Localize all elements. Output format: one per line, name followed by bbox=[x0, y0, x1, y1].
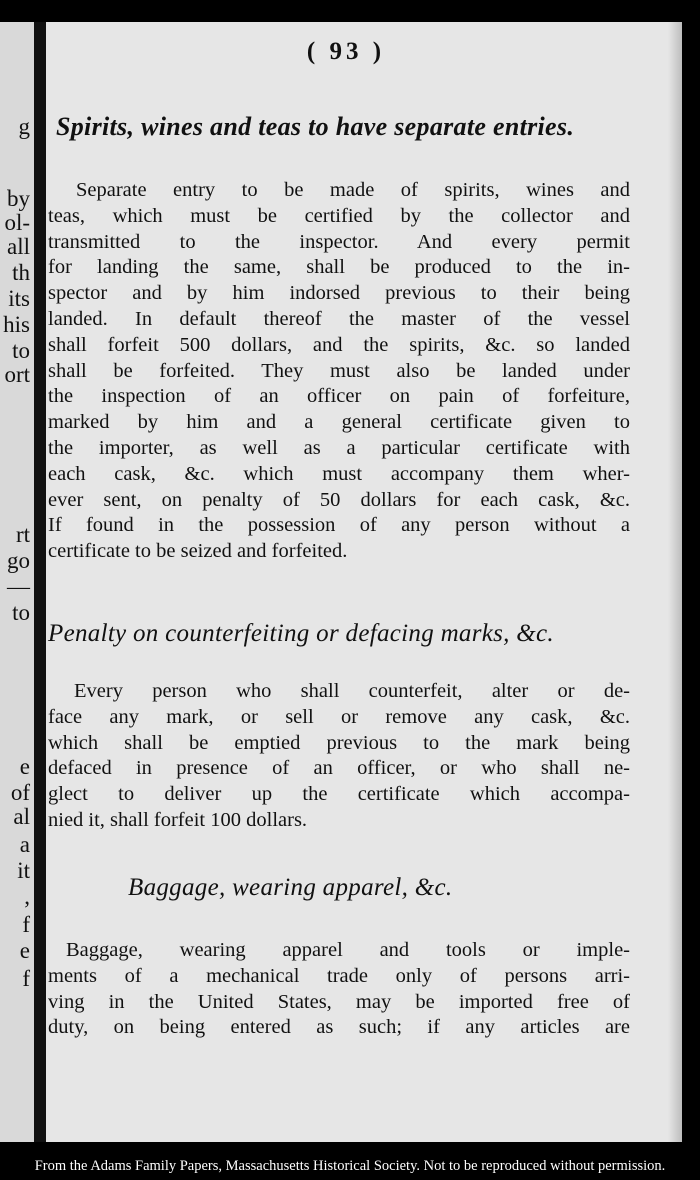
text-line-last: certificate to be seized and forfeited. bbox=[48, 540, 348, 563]
left-fragment: his bbox=[3, 312, 30, 337]
text-line: shall forfeit 500 dollars, and the spirits, &c. so landed bbox=[48, 333, 630, 356]
archive-credit-caption: From the Adams Family Papers, Massachusetts Historical Society. Not to be reproduced without permission. bbox=[34, 1158, 666, 1174]
left-fragment: , bbox=[24, 884, 30, 909]
left-fragment: its bbox=[8, 286, 30, 311]
left-fragment: to bbox=[12, 600, 30, 625]
text-line: ving in the United States, may be imported free of bbox=[48, 990, 630, 1013]
left-fragment: al bbox=[13, 804, 30, 829]
left-fragment: to bbox=[12, 338, 30, 363]
left-fragment: rt bbox=[15, 522, 30, 547]
left-fragment: by bbox=[7, 186, 30, 211]
left-fragment: — bbox=[7, 574, 30, 599]
text-line: glect to deliver up the certificate which accompa- bbox=[48, 783, 630, 806]
text-line: face any mark, or sell or remove any cask, &c. bbox=[48, 705, 630, 728]
left-fragment: it bbox=[17, 858, 30, 883]
text-line-last: nied it, shall forfeit 100 dollars. bbox=[48, 808, 308, 831]
page-number: ( 93 ) bbox=[306, 38, 386, 65]
text-line: duty, on being entered as such; if any articles are bbox=[48, 1016, 630, 1039]
text-line: marked by him and a general certificate given to bbox=[48, 411, 630, 434]
text-line: ever sent, on penalty of 50 dollars for each cask, &c. bbox=[48, 488, 630, 511]
text-line: teas, which must be certified by the collector and bbox=[48, 204, 630, 227]
left-fragment: ort bbox=[4, 362, 30, 387]
text-line: each cask, &c. which must accompany them wher- bbox=[48, 462, 630, 485]
text-line: which shall be emptied previous to the mark being bbox=[48, 731, 630, 754]
text-line: transmitted to the inspector. And every permit bbox=[48, 230, 630, 253]
left-fragment: a bbox=[19, 832, 30, 857]
text-line: If found in the possession of any person without a bbox=[48, 514, 630, 537]
left-fragment: g bbox=[18, 114, 30, 139]
left-fragment: e bbox=[19, 754, 30, 779]
text-line: the inspection of an officer on pain of forfeiture, bbox=[48, 385, 630, 408]
adjacent-page-fragment bbox=[0, 22, 34, 1142]
left-fragment: f bbox=[22, 966, 30, 991]
text-line: defaced in presence of an officer, or who shall ne- bbox=[48, 757, 630, 780]
left-fragment: f bbox=[22, 912, 30, 937]
section-heading-penalty: Penalty on counterfeiting or defacing marks, &c. bbox=[48, 620, 554, 647]
left-fragment: ol- bbox=[4, 210, 30, 235]
text-line: landed. In default thereof the master of the vessel bbox=[48, 307, 630, 330]
book-gutter bbox=[34, 22, 46, 1142]
text-line: Baggage, wearing apparel and tools or imple- bbox=[66, 939, 630, 961]
left-fragment: e bbox=[19, 938, 30, 963]
paragraph-spirits bbox=[48, 178, 630, 565]
book-page bbox=[46, 22, 682, 1142]
text-line: the importer, as well as a particular certificate with bbox=[48, 436, 630, 459]
left-fragment: go bbox=[7, 548, 30, 573]
left-fragment: of bbox=[10, 780, 30, 805]
left-fragment: all bbox=[7, 234, 30, 259]
text-line: spector and by him indorsed previous to their being bbox=[48, 282, 630, 305]
text-line: Separate entry to be made of spirits, wines and bbox=[76, 179, 630, 201]
section-heading-spirits: Spirits, wines and teas to have separate entries. bbox=[56, 112, 575, 141]
left-fragment: th bbox=[12, 260, 30, 285]
paragraph-penalty bbox=[48, 679, 630, 834]
paragraph-baggage bbox=[48, 938, 630, 1041]
text-line: for landing the same, shall be produced to the in- bbox=[48, 256, 630, 279]
text-line: Every person who shall counterfeit, alter or de- bbox=[74, 680, 630, 702]
text-line: shall be forfeited. They must also be landed under bbox=[48, 359, 630, 382]
section-heading-baggage: Baggage, wearing apparel, &c. bbox=[128, 874, 453, 901]
text-line: ments of a mechanical trade only of persons arri- bbox=[48, 964, 630, 987]
